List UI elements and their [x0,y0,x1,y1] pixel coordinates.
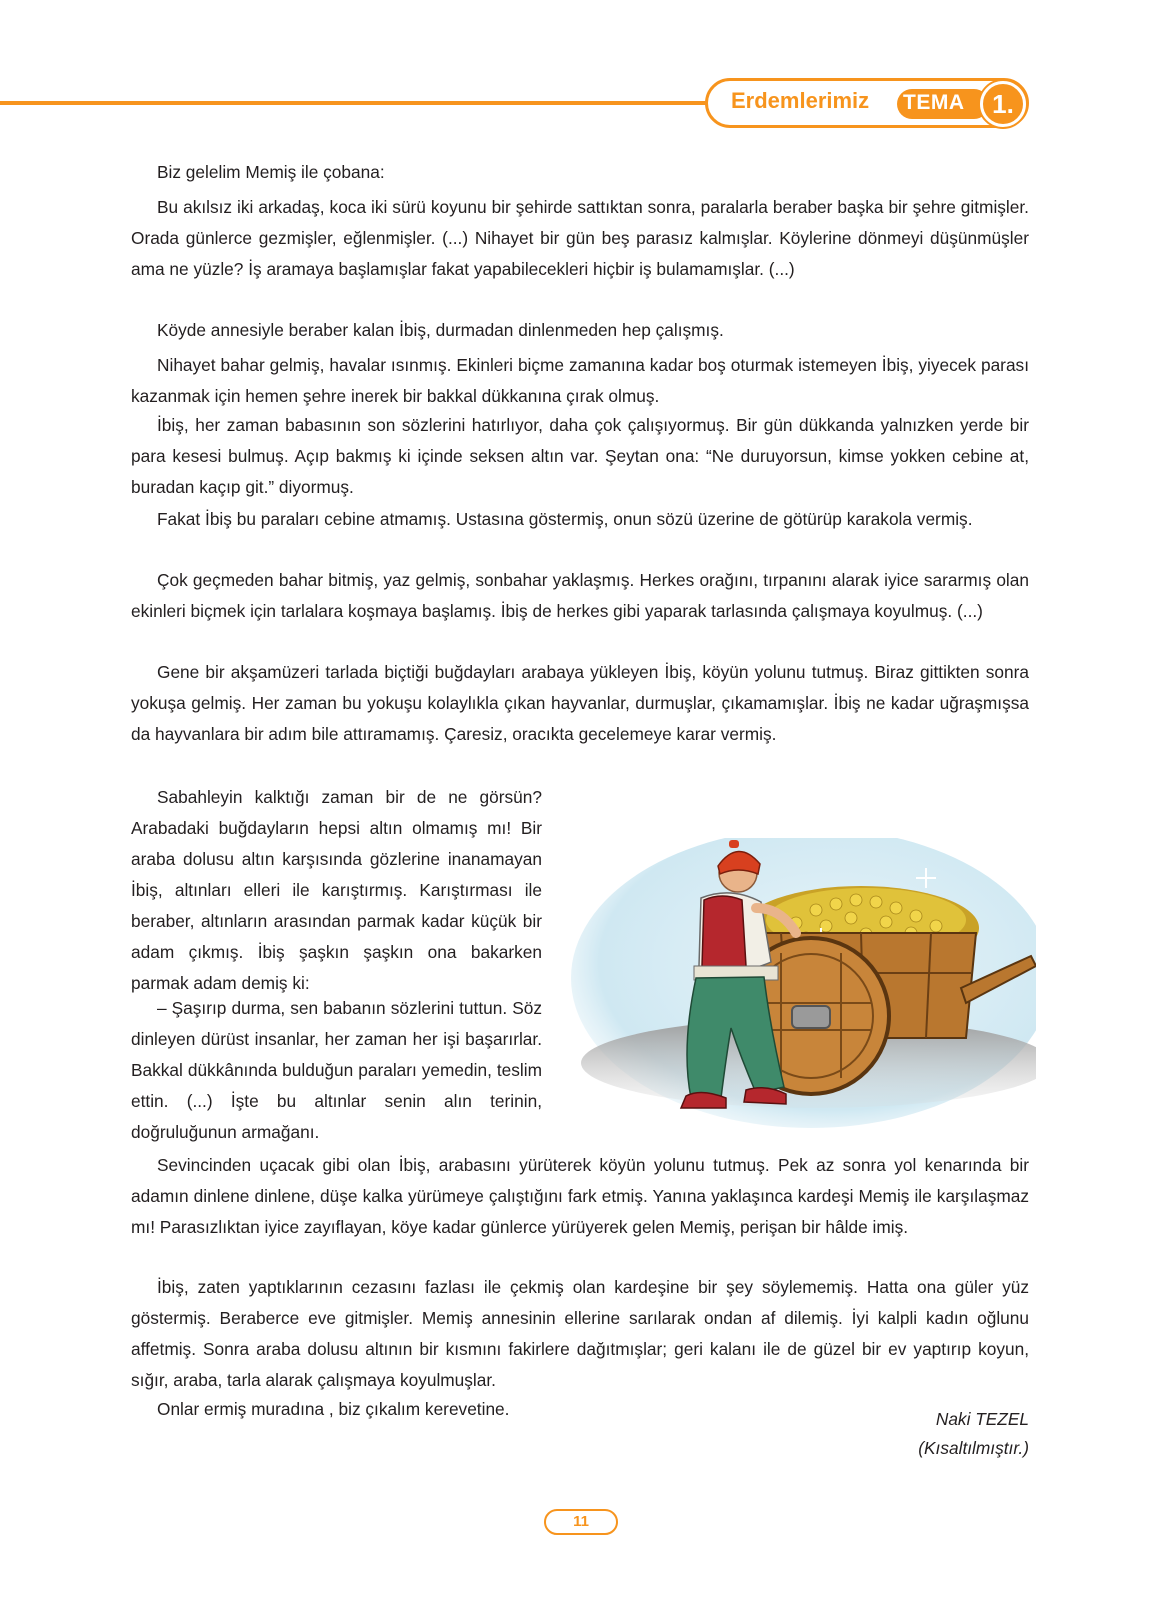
abridged-note: (Kısaltılmıştır.) [918,1438,1029,1458]
paragraph-8: Gene bir akşamüzeri tarlada biçtiği buğdayları arabaya yükleyen İbiş, köyün yolunu tutmuş. Biraz gittikten sonra yokuşa gelmiş. Her zaman bu yokuşu kolaylıkla çıkan hayvanlar, durmuşlar, çıkamamışlar. İbiş ne kadar uğraşmışsa da hayvanlara bir adım bile attıramamış. Çaresiz, oracıkta gecelemeye karar vermiş. [131,662,1029,744]
paragraph-2: Bu akılsız iki arkadaş, koca iki sürü koyunu bir şehirde sattıktan sonra, paralarla beraber başka bir şehre gitmişler. Orada günlerce gezmişler, eğlenmişler. (...) Nihayet bir gün beş parasız kalmışlar. Köylerine dönmeyi düşünmüşler ama ne yüzle? İş aramaya başlamışlar fakat yapabilecekleri hiçbir iş bulamamışlar. (...) [131,197,1029,279]
paragraph-10: – Şaşırıp durma, sen babanın sözlerini tuttun. Söz dinleyen dürüst insanlar, her zaman her işi başarırlar. Bakkal dükkânında bulduğun paraları yemedin, teslim ettin. (...) İşte bu altınlar senin alın terinin, doğruluğunun armağanı. [131,998,542,1142]
paragraph-4: Nihayet bahar gelmiş, havalar ısınmış. Ekinleri biçme zamanına kadar boş oturmak istemeyen İbiş, yiyecek parası kazanmak için hemen şehre inerek bir bakkal dükkanına çırak olmuş. [131,355,1029,406]
paragraph-11: Sevincinden uçacak gibi olan İbiş, arabasını yürüterek köyün yolunu tutmuş. Pek az sonra yol kenarında bir adamın dinlene dinlene, düşe kalka yürümeye çalıştığını fark etmiş. Yanına yaklaşınca kardeşi Memiş ile karşılaşmaz mı! Parasızlıktan iyice zayıflayan, köye kadar günlerce yürüyerek gelen Memiş, perişan bir hâlde imiş. [131,1155,1029,1237]
tema-label: TEMA [903,91,965,114]
paragraph-12: İbiş, zaten yaptıklarının cezasını fazlası ile çekmiş olan kardeşine bir şey söylememiş. Hatta ona güler yüz göstermiş. Beraberce eve gitmişler. Memiş annesinin ellerine sarılarak ondan af dilemiş. İyi kalpli kadın oğlunu affetmiş. Sonra araba dolusu altının bir kısmını fakirlere dağıtmışlar; geri kalanı ile de güzel bir ev yaptırıp koyun, sığır, araba, tarla alarak çalışmaya koyulmuşlar. [131,1277,1029,1390]
theme-title: Erdemlerimiz [731,88,870,113]
page-number: 11 [544,1509,618,1535]
author-name: Naki TEZEL [935,1409,1029,1429]
paragraph-1: Biz gelelim Memiş ile çobana: [157,162,385,182]
paragraph-13: Onlar ermiş muradına , biz çıkalım kerevetine. [157,1399,510,1419]
paragraph-5: İbiş, her zaman babasının son sözlerini hatırlıyor, daha çok çalışıyormuş. Bir gün dükkanda yalnızken yerde bir para kesesi bulmuş. Açıp bakmış ki içinde seksen altın var. Şeytan ona: “Ne duruyorsun, kimse yokken cebine at, buradan kaçıp git.” diyormuş. [131,415,1029,497]
cart-of-gold-illustration [566,838,1036,1148]
paragraph-7: Çok geçmeden bahar bitmiş, yaz gelmiş, sonbahar yaklaşmış. Herkes orağını, tırpanını alarak iyice sararmış olan ekinleri biçmek için tarlalara koşmaya başlamış. İbiş de herkes gibi yaparak tarlasında çalışmaya koyulmuş. (...) [131,570,1029,621]
paragraph-6: Fakat İbiş bu paraları cebine atmamış. Ustasına göstermiş, onun sözü üzerine de götürüp karakola vermiş. [157,509,973,529]
header-rule [0,101,715,105]
tema-number: 1. [992,89,1014,119]
paragraph-9: Sabahleyin kalktığı zaman bir de ne görsün? Arabadaki buğdayların hepsi altın olmamış mı! Bir araba dolusu altın karşısında gözlerine inanamayan İbiş, altınları elleri ile karıştırmış. Karıştırması ile beraber, altınların arasından parmak kadar küçük bir adam çıkmış. İbiş şaşkın şaşkın ona bakarken parmak adam demiş ki: [131,787,542,993]
paragraph-3: Köyde annesiyle beraber kalan İbiş, durmadan dinlenmeden hep çalışmış. [157,320,724,340]
